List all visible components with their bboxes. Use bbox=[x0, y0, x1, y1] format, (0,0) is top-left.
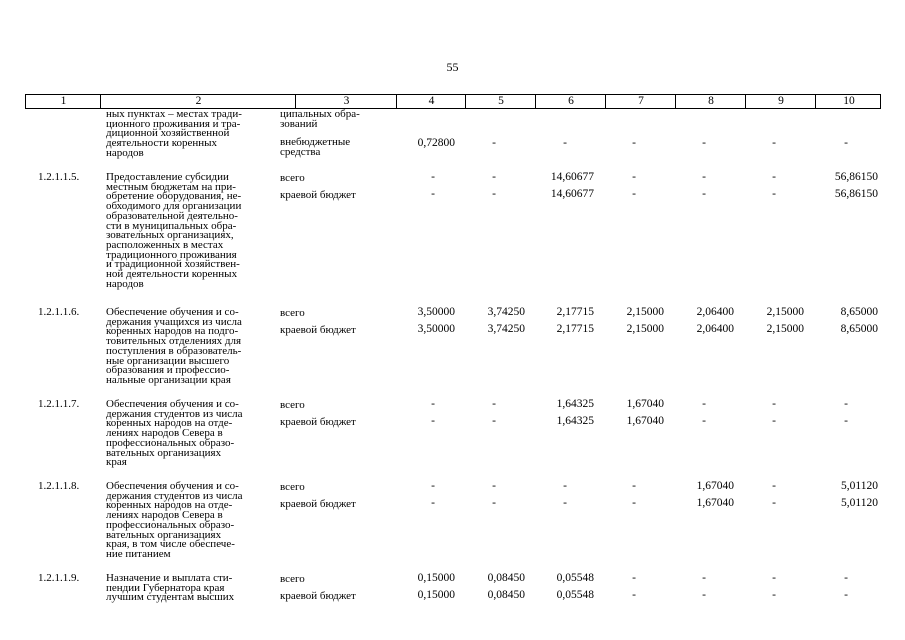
header-divider bbox=[295, 95, 296, 108]
header-divider bbox=[815, 95, 816, 108]
description-line: Предоставление субсидии bbox=[106, 171, 229, 183]
source-label: всего bbox=[280, 481, 305, 493]
table-cell-value: - bbox=[844, 137, 848, 149]
table-cell-value: - bbox=[772, 398, 776, 410]
table-cell-value: 0,05548 bbox=[556, 572, 594, 584]
table-cell-value: 2,17715 bbox=[556, 306, 594, 318]
description-line: товительных отделениях для bbox=[106, 335, 242, 348]
description-line: и традиционной хозяйствен- bbox=[106, 258, 240, 271]
description-line: лениях народов Севера в bbox=[106, 509, 223, 522]
table-cell-value: - bbox=[563, 480, 567, 492]
table-cell-value: 8,65000 bbox=[840, 323, 878, 335]
table-cell-value: - bbox=[702, 188, 706, 200]
table-cell-value: 2,06400 bbox=[696, 323, 734, 335]
table-cell-value: - bbox=[702, 398, 706, 410]
description-line: ционного проживания и тра- bbox=[106, 117, 241, 130]
description-line: поступления в образователь- bbox=[106, 344, 242, 357]
source-label: краевой бюджет bbox=[280, 189, 356, 201]
table-cell-value: 3,50000 bbox=[417, 323, 455, 335]
table-cell-value: 1,64325 bbox=[556, 415, 594, 427]
row-code: 1.2.1.1.5. bbox=[38, 171, 80, 183]
description-line: образовательной деятельно- bbox=[106, 209, 238, 222]
table-cell-value: - bbox=[772, 572, 776, 584]
table-cell-value: 2,17715 bbox=[556, 323, 594, 335]
table-cell-value: 1,64325 bbox=[556, 398, 594, 410]
description-line: профессиональных образо- bbox=[106, 436, 235, 449]
header-divider bbox=[605, 95, 606, 108]
description-line: держания студентов из числа bbox=[106, 407, 243, 420]
source-label: всего bbox=[280, 172, 305, 184]
description-line: лучшим студентам высших bbox=[106, 591, 235, 604]
table-cell-value: 14,60677 bbox=[550, 171, 594, 183]
table-cell-value: - bbox=[772, 480, 776, 492]
table-cell-value: - bbox=[772, 137, 776, 149]
description-line: профессиональных образо- bbox=[106, 518, 235, 531]
header-col-6: 6 bbox=[568, 95, 574, 107]
header-divider bbox=[745, 95, 746, 108]
table-cell-value: - bbox=[702, 572, 706, 584]
description-line: народов bbox=[106, 146, 144, 159]
table-cell-value: - bbox=[702, 171, 706, 183]
table-cell-value: - bbox=[772, 188, 776, 200]
table-cell-value: 2,15000 bbox=[626, 306, 664, 318]
description-line: традиционного проживания bbox=[106, 248, 237, 261]
table-cell-value: - bbox=[431, 188, 435, 200]
table-cell-value: - bbox=[492, 188, 496, 200]
description-line: Обеспечения обучения и со- bbox=[106, 398, 239, 410]
description-line: нальные организации края bbox=[106, 373, 231, 386]
table-cell-value: - bbox=[772, 589, 776, 601]
table-cell-value: - bbox=[702, 137, 706, 149]
header-divider bbox=[100, 95, 101, 108]
header-col-4: 4 bbox=[428, 95, 435, 107]
source-label: краевой бюджет bbox=[280, 324, 356, 336]
description-line: диционной хозяйственной bbox=[106, 127, 230, 140]
table-cell-value: - bbox=[632, 572, 636, 584]
description-line: лениях народов Севера в bbox=[106, 427, 223, 440]
description-line: зовательных организациях, bbox=[106, 229, 234, 242]
table-cell-value: 14,60677 bbox=[550, 188, 594, 200]
header-col-9: 9 bbox=[778, 95, 784, 107]
description-line: пендии Губернатора края bbox=[106, 581, 225, 594]
source-line: зований bbox=[280, 117, 318, 130]
table-cell-value: - bbox=[632, 480, 636, 492]
table-cell-value: 0,08450 bbox=[487, 572, 525, 584]
description-line: ные организации высшего bbox=[106, 354, 230, 367]
source-label: всего bbox=[280, 573, 305, 585]
table-cell-value: 3,74250 bbox=[487, 323, 525, 335]
table-cell-value: 1,67040 bbox=[626, 415, 664, 427]
table-cell-value: 0,08450 bbox=[487, 589, 525, 601]
table-cell-value: 5,01120 bbox=[841, 497, 878, 509]
table-cell-value: - bbox=[431, 497, 435, 509]
table-cell-value: 8,65000 bbox=[840, 306, 878, 318]
table-cell-value: 5,01120 bbox=[841, 480, 878, 492]
description-line: местным бюджетам на при- bbox=[106, 180, 236, 193]
description-line: коренных народов на подго- bbox=[106, 325, 239, 338]
table-cell-value: - bbox=[632, 137, 636, 149]
table-cell-value: - bbox=[492, 415, 496, 427]
table-header-row bbox=[25, 94, 881, 109]
header-col-3: 3 bbox=[343, 95, 350, 107]
table-cell-value: - bbox=[492, 398, 496, 410]
table-cell-value: - bbox=[632, 589, 636, 601]
description-line: обретение оборудования, не- bbox=[106, 190, 242, 203]
header-col-1: 1 bbox=[60, 95, 67, 107]
description-line: ных пунктах – местах тради- bbox=[106, 108, 242, 120]
row-code: 1.2.1.1.8. bbox=[38, 480, 80, 492]
header-col-7: 7 bbox=[638, 95, 644, 107]
description-line: обходимого для организации bbox=[106, 200, 242, 213]
description-line: Обеспечения обучения и со- bbox=[106, 480, 239, 492]
description-line: расположенных в местах bbox=[106, 238, 224, 251]
source-line: средства bbox=[280, 145, 321, 158]
description-line: вательных организациях bbox=[106, 528, 222, 541]
header-col-2: 2 bbox=[195, 95, 202, 107]
source-line: внебюджетные bbox=[280, 136, 351, 148]
description-line: сти в муниципальных обра- bbox=[106, 219, 237, 232]
table-cell-value: - bbox=[632, 171, 636, 183]
table-cell-value: 1,67040 bbox=[626, 398, 664, 410]
header-col-8: 8 bbox=[708, 95, 714, 107]
table-cell-value: 56,86150 bbox=[834, 188, 878, 200]
page-number: 55 bbox=[446, 60, 459, 74]
table-cell-value: 2,06400 bbox=[696, 306, 734, 318]
table-cell-value: 1,67040 bbox=[696, 480, 734, 492]
table-cell-value: 1,67040 bbox=[696, 497, 734, 509]
source-label: краевой бюджет bbox=[280, 498, 356, 510]
table-cell-value: 56,86150 bbox=[834, 171, 878, 183]
source-label: всего bbox=[280, 307, 305, 319]
table-cell-value: - bbox=[563, 137, 567, 149]
header-divider bbox=[675, 95, 676, 108]
table-cell-value: - bbox=[772, 415, 776, 427]
table-cell-value: - bbox=[632, 497, 636, 509]
table-cell-value: - bbox=[772, 497, 776, 509]
header-divider bbox=[396, 95, 397, 108]
source-label: всего bbox=[280, 399, 305, 411]
description-line: народов bbox=[106, 277, 144, 290]
description-line: коренных народов на отде- bbox=[106, 417, 233, 430]
source-label: краевой бюджет bbox=[280, 590, 356, 602]
table-cell-value: - bbox=[772, 171, 776, 183]
table-cell-value: - bbox=[844, 415, 848, 427]
table-cell-value: - bbox=[431, 480, 435, 492]
row-code: 1.2.1.1.6. bbox=[38, 306, 80, 318]
table-cell-value: 2,15000 bbox=[626, 323, 664, 335]
table-cell-value: - bbox=[492, 480, 496, 492]
header-col-5: 5 bbox=[498, 95, 504, 107]
row-code: 1.2.1.1.7. bbox=[38, 398, 80, 410]
description-line: деятельности коренных bbox=[106, 137, 218, 150]
table-cell-value: - bbox=[632, 188, 636, 200]
table-cell-value: - bbox=[702, 415, 706, 427]
table-cell-value: - bbox=[431, 171, 435, 183]
header-divider bbox=[465, 95, 466, 108]
table-cell-value: - bbox=[431, 415, 435, 427]
table-cell-value: 0,15000 bbox=[417, 589, 455, 601]
table-cell-value: - bbox=[844, 398, 848, 410]
description-line: края bbox=[106, 456, 127, 469]
description-line: ние питанием bbox=[106, 547, 171, 560]
description-line: вательных организациях bbox=[106, 446, 222, 459]
description-line: края, в том числе обеспече- bbox=[106, 538, 235, 551]
table-cell-value: - bbox=[844, 572, 848, 584]
table-cell-value: - bbox=[702, 589, 706, 601]
description-line: коренных народов на отде- bbox=[106, 499, 233, 512]
source-label: краевой бюджет bbox=[280, 416, 356, 428]
table-cell-value: 3,74250 bbox=[487, 306, 525, 318]
header-divider bbox=[535, 95, 536, 108]
table-cell-value: 3,50000 bbox=[417, 306, 455, 318]
description-line: ной деятельности коренных bbox=[106, 268, 238, 280]
table-cell-value: - bbox=[431, 398, 435, 410]
table-cell-value: 0,15000 bbox=[417, 572, 455, 584]
table-cell-value: 0,05548 bbox=[556, 589, 594, 601]
description-line: Назначение и выплата сти- bbox=[106, 572, 233, 584]
header-col-10: 10 bbox=[843, 95, 855, 107]
table-cell-value: - bbox=[563, 497, 567, 509]
description-line: образования и профессио- bbox=[106, 364, 230, 377]
row-code: 1.2.1.1.9. bbox=[38, 572, 80, 584]
description-line: держания студентов из числа bbox=[106, 489, 243, 502]
description-line: Обеспечение обучения и со- bbox=[106, 306, 239, 318]
table-cell-value: 2,15000 bbox=[766, 306, 804, 318]
table-cell-value: - bbox=[492, 171, 496, 183]
table-cell-value: - bbox=[844, 589, 848, 601]
table-cell-value: - bbox=[492, 137, 496, 149]
source-line: ципальных обра- bbox=[280, 108, 360, 120]
table-cell-value: 0,72800 bbox=[417, 137, 455, 149]
table-cell-value: - bbox=[492, 497, 496, 509]
table-cell-value: 2,15000 bbox=[766, 323, 804, 335]
description-line: держания учащихся из числа bbox=[106, 315, 242, 328]
